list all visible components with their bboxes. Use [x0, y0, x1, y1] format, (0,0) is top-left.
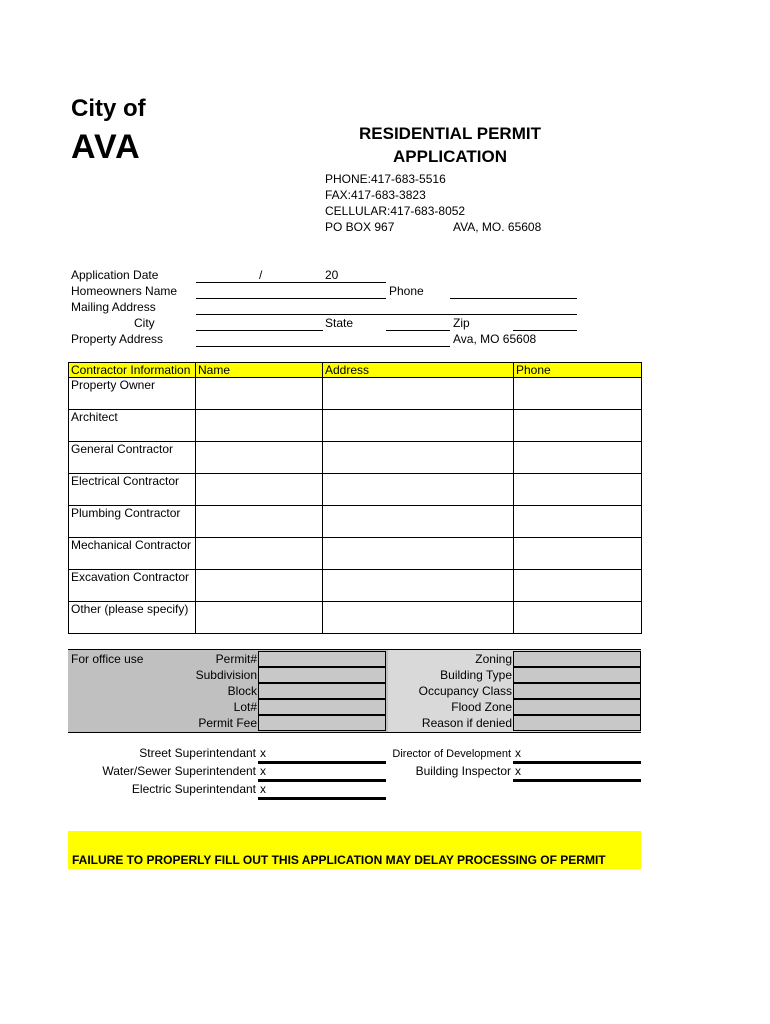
- electric-superintendent-label: Electric Superintendant: [131, 782, 256, 796]
- zip-field[interactable]: [513, 330, 577, 331]
- name-cell[interactable]: [196, 410, 323, 442]
- zoning-field[interactable]: [513, 651, 641, 667]
- permit-number-field[interactable]: [258, 651, 386, 667]
- state-field[interactable]: [386, 330, 450, 331]
- reason-if-denied-label: Reason if denied: [421, 716, 512, 730]
- table-row: [69, 378, 642, 410]
- homeowners-name-field[interactable]: [196, 298, 386, 299]
- table-row: [69, 442, 642, 474]
- address-cell[interactable]: [323, 410, 514, 442]
- occupancy-class-field[interactable]: [513, 683, 641, 699]
- fax-number: FAX:417-683-3823: [325, 188, 426, 202]
- occupancy-class-label: Occupancy Class: [418, 684, 512, 698]
- row-label: Plumbing Contractor: [69, 506, 196, 538]
- row-label: General Contractor: [69, 442, 196, 474]
- block-label: Block: [227, 684, 257, 698]
- name-cell[interactable]: [196, 474, 323, 506]
- zip-label: Zip: [453, 316, 470, 330]
- po-box: PO BOX 967: [325, 220, 395, 234]
- flood-zone-label: Flood Zone: [451, 700, 512, 714]
- row-label: Property Owner: [69, 378, 196, 410]
- lot-label: Lot#: [233, 700, 257, 714]
- city-name: AVA: [71, 128, 141, 166]
- water-sewer-superintendent-x: x: [260, 764, 266, 778]
- property-address-label: Property Address: [71, 332, 164, 346]
- header-name: Name: [196, 363, 323, 378]
- name-cell[interactable]: [196, 570, 323, 602]
- header-address: Address: [323, 363, 514, 378]
- row-label: Excavation Contractor: [69, 570, 196, 602]
- name-cell[interactable]: [196, 378, 323, 410]
- street-superintendent-signature-line[interactable]: [258, 761, 386, 764]
- director-of-development-label: Director of Development: [392, 748, 511, 760]
- electric-superintendent-x: x: [260, 782, 266, 796]
- phone-number: PHONE:417-683-5516: [325, 172, 446, 186]
- row-label: Other (please specify): [69, 602, 196, 634]
- property-address-field[interactable]: [196, 346, 450, 347]
- row-label: Architect: [69, 410, 196, 442]
- homeowner-phone-field[interactable]: [450, 298, 577, 299]
- permit-number-label: Permit#: [215, 652, 257, 666]
- address-cell[interactable]: [323, 570, 514, 602]
- table-row: [69, 506, 642, 538]
- contractor-table-header: [69, 363, 642, 378]
- city-label: City: [134, 316, 155, 330]
- phone-cell[interactable]: [514, 442, 642, 474]
- table-row: [69, 570, 642, 602]
- city-state-zip: AVA, MO. 65608: [453, 220, 542, 234]
- address-cell[interactable]: [323, 442, 514, 474]
- form-title: RESIDENTIAL PERMIT APPLICATION: [359, 124, 541, 166]
- year-prefix: 20: [325, 268, 339, 282]
- contractor-table: [68, 362, 642, 634]
- reason-if-denied-field[interactable]: [513, 715, 641, 731]
- water-sewer-superintendent-label: Water/Sewer Superintendent: [102, 764, 256, 778]
- table-row: [69, 474, 642, 506]
- electric-superintendent-signature-line[interactable]: [258, 797, 386, 800]
- phone-cell[interactable]: [514, 378, 642, 410]
- building-type-label: Building Type: [440, 668, 512, 682]
- date-separator: /: [259, 268, 263, 282]
- permit-fee-field[interactable]: [258, 715, 386, 731]
- lot-field[interactable]: [258, 699, 386, 715]
- building-type-field[interactable]: [513, 667, 641, 683]
- table-row: [69, 538, 642, 570]
- table-row: [69, 410, 642, 442]
- address-cell[interactable]: [323, 378, 514, 410]
- phone-cell[interactable]: [514, 602, 642, 634]
- building-inspector-label: Building Inspector: [415, 764, 511, 778]
- notice-text: FAILURE TO PROPERLY FILL OUT THIS APPLICATION MAY DELAY PROCESSING OF PERMIT: [72, 853, 606, 867]
- application-date-field[interactable]: [196, 282, 386, 283]
- director-of-development-x: x: [515, 746, 521, 760]
- header-phone: Phone: [514, 363, 642, 378]
- director-of-development-signature-line[interactable]: [513, 761, 641, 764]
- address-cell[interactable]: [323, 474, 514, 506]
- row-label: Electrical Contractor: [69, 474, 196, 506]
- mailing-address-field[interactable]: [196, 314, 577, 315]
- phone-cell[interactable]: [514, 474, 642, 506]
- subdivision-field[interactable]: [258, 667, 386, 683]
- state-label: State: [325, 316, 354, 330]
- application-date-label: Application Date: [71, 268, 159, 282]
- row-label: Mechanical Contractor: [69, 538, 196, 570]
- building-inspector-signature-line[interactable]: [513, 779, 641, 782]
- property-city-state: Ava, MO 65608: [453, 332, 537, 346]
- subdivision-label: Subdivision: [195, 668, 257, 682]
- office-use-section: [68, 649, 641, 733]
- cellular-number: CELLULAR:417-683-8052: [325, 204, 466, 218]
- address-cell[interactable]: [323, 538, 514, 570]
- office-use-label: For office use: [71, 652, 144, 666]
- phone-cell[interactable]: [514, 538, 642, 570]
- header-contractor-information: Contractor Information: [69, 363, 196, 378]
- name-cell[interactable]: [196, 442, 323, 474]
- block-field[interactable]: [258, 683, 386, 699]
- name-cell[interactable]: [196, 506, 323, 538]
- mailing-address-label: Mailing Address: [71, 300, 156, 314]
- phone-cell[interactable]: [514, 506, 642, 538]
- flood-zone-field[interactable]: [513, 699, 641, 715]
- name-cell[interactable]: [196, 538, 323, 570]
- water-sewer-superintendent-signature-line[interactable]: [258, 779, 386, 782]
- address-cell[interactable]: [323, 506, 514, 538]
- table-row: [69, 602, 642, 634]
- permit-fee-label: Permit Fee: [198, 716, 257, 730]
- name-cell[interactable]: [196, 602, 323, 634]
- street-superintendent-x: x: [260, 746, 266, 760]
- street-superintendent-label: Street Superintendant: [139, 746, 256, 760]
- building-inspector-x: x: [515, 764, 521, 778]
- notice-banner: [68, 831, 641, 869]
- city-of-label: City of: [71, 95, 146, 122]
- city-field[interactable]: [196, 330, 323, 331]
- homeowners-name-label: Homeowners Name: [71, 284, 178, 298]
- zoning-label: Zoning: [475, 652, 512, 666]
- phone-cell[interactable]: [514, 570, 642, 602]
- phone-label: Phone: [389, 284, 424, 298]
- phone-cell[interactable]: [514, 410, 642, 442]
- address-cell[interactable]: [323, 602, 514, 634]
